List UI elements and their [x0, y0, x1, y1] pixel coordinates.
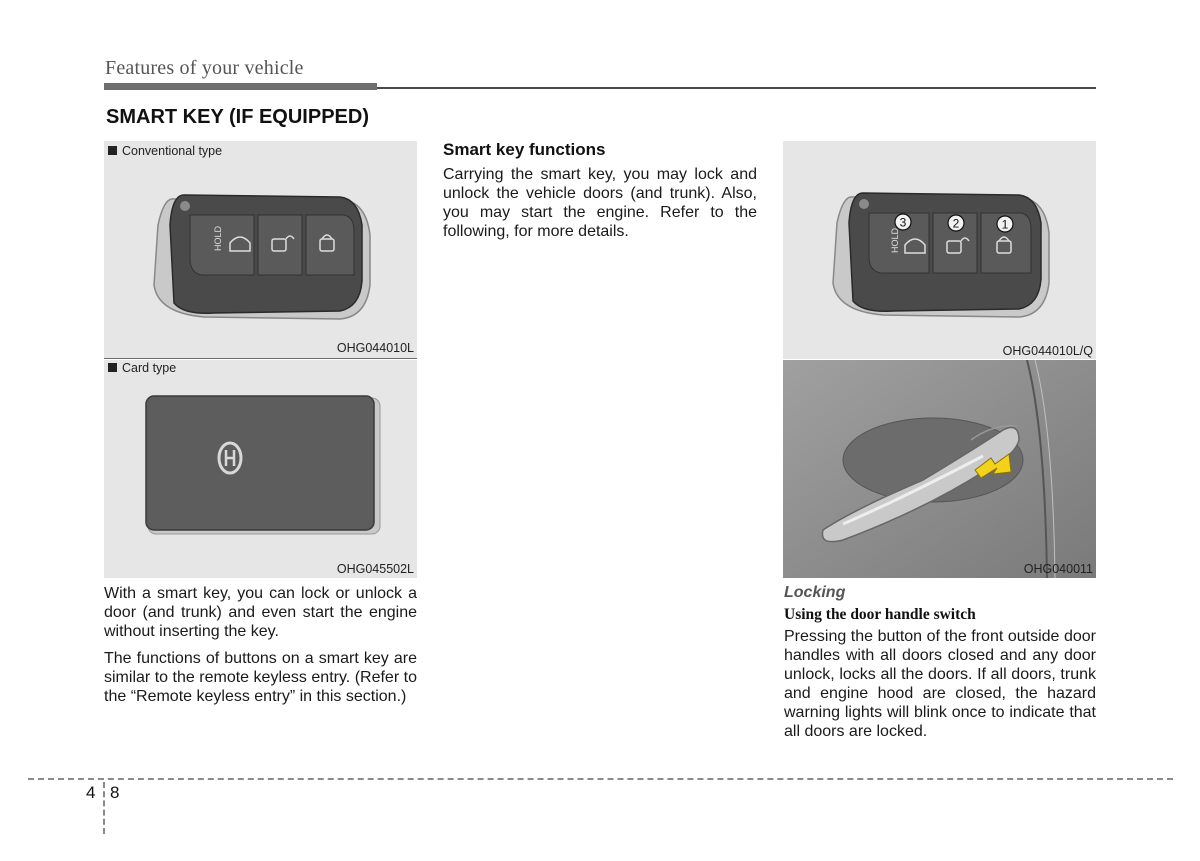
figure-rule — [104, 358, 417, 359]
figure-code: OHG044010L/Q — [1002, 344, 1093, 358]
figure-card-key — [104, 360, 417, 578]
heading-smart-key-functions: Smart key functions — [443, 140, 606, 159]
subheading-door-handle-switch: Using the door handle switch — [784, 606, 976, 623]
svg-text:1: 1 — [1001, 217, 1009, 232]
figure-conventional-key — [104, 141, 417, 359]
header-rule — [377, 87, 1096, 89]
header-rule-accent — [104, 83, 377, 90]
heading-locking: Locking — [784, 584, 846, 601]
footer-rule — [28, 778, 1173, 780]
footer-divider — [103, 782, 105, 834]
figure-code: OHG045502L — [336, 562, 414, 576]
paragraph: Carrying the smart key, you may lock and unlock the vehicle doors (and trunk). Also, you may start the engine. Refer to the following, for more details. — [443, 166, 757, 240]
callout-3 — [895, 214, 911, 230]
page-number: 8 — [110, 783, 120, 802]
svg-text:2: 2 — [952, 216, 960, 231]
numbered-key-fob-image — [823, 183, 1063, 323]
hold-label: HOLD — [890, 227, 900, 253]
chapter-number: 4 — [86, 783, 96, 802]
running-header: Features of your vehicle — [105, 57, 304, 79]
figure-tag — [108, 144, 222, 158]
paragraph: Pressing the button of the front outside door handles with all doors closed and any door unlock, locks all the doors. If all doors, trunk and engine hood are closed, the hazard warning lights will blink once to indicate that all doors are locked. — [784, 628, 1096, 740]
section-title: SMART KEY (IF EQUIPPED) — [106, 106, 369, 128]
right-column-text — [784, 627, 1096, 749]
figure-code: OHG044010L — [336, 341, 414, 355]
card-key-image — [142, 394, 382, 538]
svg-text:3: 3 — [899, 215, 907, 230]
paragraph: With a smart key, you can lock or unlock a door (and trunk) and even start the engine without inserting the key. — [104, 585, 417, 640]
callout-1 — [997, 216, 1013, 232]
figure-tag — [108, 361, 176, 375]
door-handle-image — [783, 360, 1096, 578]
figure-tag-label: Card type — [122, 361, 177, 375]
callout-2 — [948, 215, 964, 231]
svg-text:HOLD: HOLD — [213, 225, 223, 251]
figure-door-handle — [783, 360, 1096, 578]
paragraph: The functions of buttons on a smart key are similar to the remote keyless entry. (Refer to the “Remote keyless entry” in this section.) — [104, 650, 417, 705]
figure-tag-label: Conventional type — [122, 144, 223, 158]
figure-numbered-key — [783, 141, 1096, 359]
figure-code: OHG040011 — [1023, 562, 1093, 576]
smart-key-fob-image — [144, 185, 384, 325]
left-column-text — [104, 584, 417, 714]
middle-column-text — [443, 165, 757, 249]
